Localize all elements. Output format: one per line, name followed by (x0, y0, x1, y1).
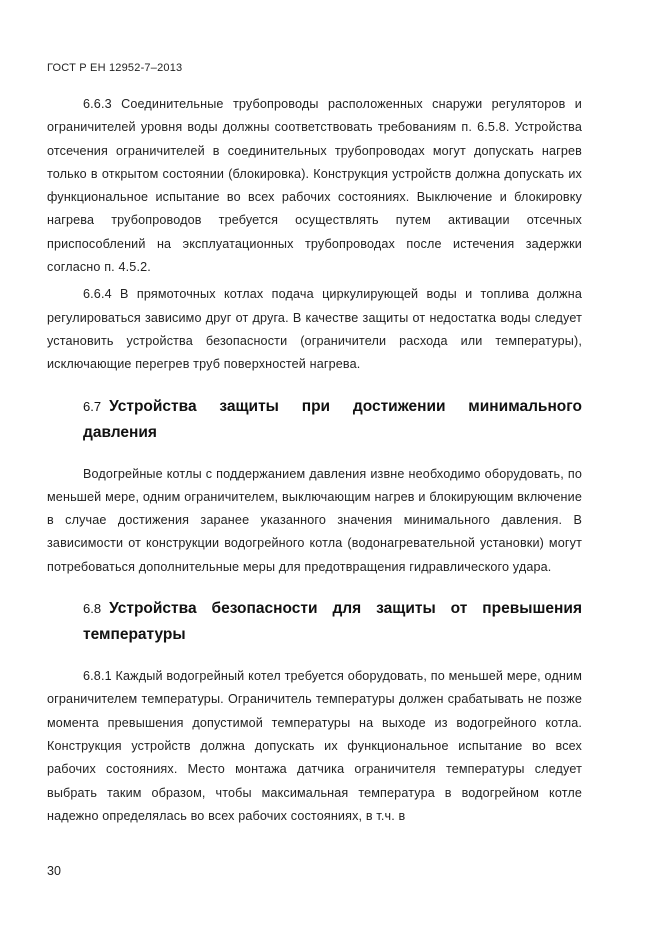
page-number: 30 (47, 864, 61, 878)
section-number: 6.8 (83, 601, 102, 617)
section-title: Устройства безопасности для защиты от превышения температуры (83, 600, 582, 644)
section-heading-6-7 (47, 394, 582, 446)
page-content (47, 93, 582, 828)
paragraph-6-8-1: 6.8.1 Каждый водогрейный котел требуется оборудовать, по меньшей мере, одним ограничителем температуры. Ограничитель температуры должен срабатывать не позже момента превышения допустимой температуры на выходе из водогрейного котла. Конструкция устройств должна допускать их функциональное испытание во всех рабочих состояниях. Место монтажа датчика ограничителя температуры следует выбрать таким образом, чтобы максимальная температура в водогрейном котле надежно определялась во всех рабочих состояниях, в т.ч. в (47, 669, 582, 823)
paragraph-6-6-4: 6.6.4 В прямоточных котлах подача циркулирующей воды и топлива должна регулироваться зависимо друг от друга. В качестве защиты от недостатка воды следует установить устройства безопасности (ограничители расхода или температуры), исключающие перегрев труб поверхностей нагрева. (47, 287, 582, 372)
section-title: Устройства защиты при достижении минимального давления (83, 397, 582, 441)
paragraph-6-7-body: Водогрейные котлы с поддержанием давления извне необходимо оборудовать, по меньшей мере, одним ограничителем, выключающим нагрев и блокирующим включение в случае достижения заранее указанного значения минимального давления. В зависимости от конструкции водогрейного котла (водонагревательной установки) могут потребоваться дополнительные меры для предотвращения гидравлического удара. (47, 466, 582, 574)
paragraph-6-6-3: 6.6.3 Соединительные трубопроводы расположенных снаружи регуляторов и ограничителей уровня воды должны соответствовать требованиям п. 6.5.8. Устройства отсечения ограничителей в соединительных трубопроводах могут допускать нагрев только в открытом состоянии (блокировка). Конструкция устройств должна допускать их функциональное испытание во всех рабочих состояниях. Выключение и блокировку нагрева трубопроводов требуется осуществлять путем активации отсечных приспособлений на эксплуатационных трубопроводах после истечения задержки согласно п. 4.5.2. (47, 97, 582, 275)
section-heading-6-8 (47, 596, 582, 648)
section-number: 6.7 (83, 398, 102, 414)
document-header-code: ГОСТ Р ЕН 12952-7–2013 (47, 62, 183, 74)
